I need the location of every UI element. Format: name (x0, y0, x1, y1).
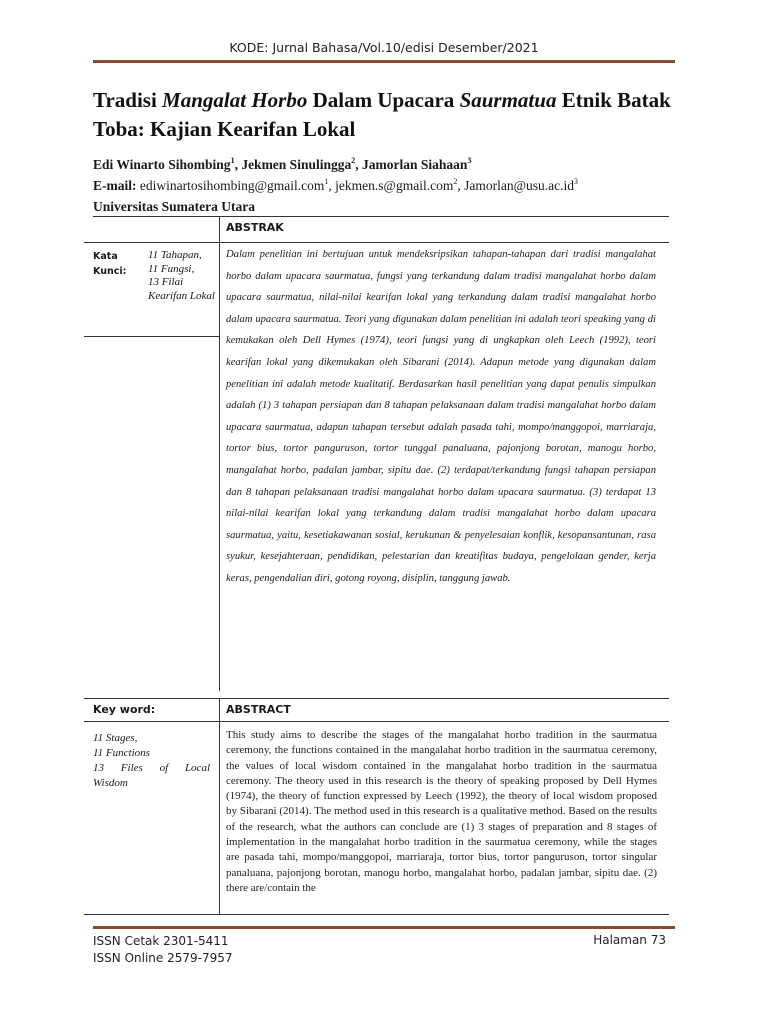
issn-print: ISSN Cetak 2301-5411 (93, 934, 229, 948)
keyword-item: 13 Files of Local (93, 762, 210, 774)
kata-kunci-list (148, 249, 220, 303)
keyword-heading: Key word: (93, 703, 156, 716)
kata-kunci-label: Kata Kunci: (93, 251, 127, 277)
keyword-list (93, 731, 210, 791)
keyword-item: 11 Functions (93, 747, 150, 759)
abstract-bottom-rule (84, 914, 669, 915)
keyword-item: 11 Tahapan, (148, 249, 202, 261)
abstract-divider-vertical (219, 698, 220, 914)
abstrak-body: Dalam penelitian ini bertujuan untuk mendeksripsikan tahapan-tahapan dari tradisi mangalahat horbo dalam upacara saurmatua, fungsi yang terkandung dalam tradisi mangalahat horbo dalam upacara saurmatua, nilai-nilai kearifan lokal yang terkandung dalam tradisi mangalahat horbo dalam upacara saurmatua. Teori yang digunakan dalam penelitian ini adalah teori speaking yang di kemukakan oleh Dell Hymes (1974), teori fungsi yang di ungkapkan oleh Leech (1992), teori kearifan lokal yang dikemukakan oleh Sibarani (2014). Adapun metode yang digunakan dalam penelitian ini adalah metode kualitatif. Berdasarkan hasil penelitian yang dapat penulis simpulkan adalah (1) 3 tahapan persiapan dan 8 tahapan pelaksanaan dalam tradisi mangalahat horbo dalam upacara saurmatua, adapun tahapan tersebut adalah pasada tahi, mompo/manggopoi, marriaraja, tortor bius, tortor panguruson, tortor tunggal panaluana, pajonjong borotan, manogu horbo, mangalahat horbo, padalan jambar, sipitu dae. (2) terdapat/terkandung fungsi tahapan persiapan dan 8 tahapan pelaksanaan tradisi mangalahat horbo dalam upacara saurmatua. (3) terdapat 13 nilai-nilai kearifan lokal yang terkandung dalam tradisi mangalahat horbo dalam upacara saurmatua, yaitu, kesetiakawanan sosial, kerukunan & penyelesaian konflik, kesopansantunan, rasa syukur, kesejahteraan, pendidikan, pelestarian dan kreatifitas budaya, pengelolaan gender, kerja keras, pengendalian diri, gotong royong, disiplin, tanggung jawab. (226, 249, 656, 584)
abstrak-heading-rule (219, 242, 669, 243)
kata-kunci-bottom-rule (84, 336, 219, 337)
footer-issn (93, 933, 233, 967)
table-top-rule (93, 216, 669, 217)
affiliation: Universitas Sumatera Utara (93, 199, 255, 214)
abstract-body: This study aims to describe the stages of the mangalahat horbo tradition in the saurmatua ceremony, the functions contained in the mangalahat horbo tradition in the saurmatua ceremony, the values of local wisdom contained in the mangalahat horbo tradition in the saurmatua ceremony. The theory used in this research is the theory of speaking proposed by Dell Hymes (1974), the theory of function expressed by Leech (1992), the theory of local wisdom proposed by Sibarani (2014). The method used in this research is a qualitative method. Based on the results of the research, what the authors can conclude are (1) 3 stages of preparation and 8 stages of implementation in the mangalahat horbo tradition in the saurmatua ceremony, while the stages are pasada tahi, mompo/manggopoi, marriaraja, tortor bius, tortor panguruson, tortor singular panaluana, pajonjong borotan, manogu horbo, mangalahat horbo, padalan jambar, sipitu dae. (2) there are/contain the (226, 729, 657, 894)
keyword-item: 13 Filai Kearifan Lokal (148, 276, 215, 302)
footer-rule (93, 926, 675, 929)
keyword-item: Wisdom (93, 777, 128, 789)
abstrak-heading: ABSTRAK (226, 221, 284, 234)
kata-kunci-top-rule (84, 242, 219, 243)
page-number: Halaman 73 (593, 933, 666, 947)
journal-header: KODE: Jurnal Bahasa/Vol.10/edisi Desember/2021 (229, 40, 539, 55)
issn-online: ISSN Online 2579-7957 (93, 951, 233, 965)
author-list: Edi Winarto Sihombing$^1$, Jekmen Sinulingga$^2$, Jamorlan Siahaan$^3$ (93, 155, 472, 172)
abstract-top-rule (84, 698, 669, 699)
abstract-heading-rule (84, 721, 669, 722)
email-line: E-mail: ediwinartosihombing@gmail.com$^1$, jekmen.s@gmail.com$^2$, $Jamorlan@usu.ac.id^3$ (93, 176, 578, 193)
keyword-item: 11 Fungsi, (148, 262, 195, 275)
keyword-item: 11 Stages, (93, 732, 138, 744)
article-title: Tradisi Mangalat Horbo Dalam Upacara Saurmatua Etnik Batak Toba: Kajian Kearifan Lokal (93, 88, 671, 141)
header-rule (93, 60, 675, 63)
abstract-heading: ABSTRACT (226, 703, 291, 716)
